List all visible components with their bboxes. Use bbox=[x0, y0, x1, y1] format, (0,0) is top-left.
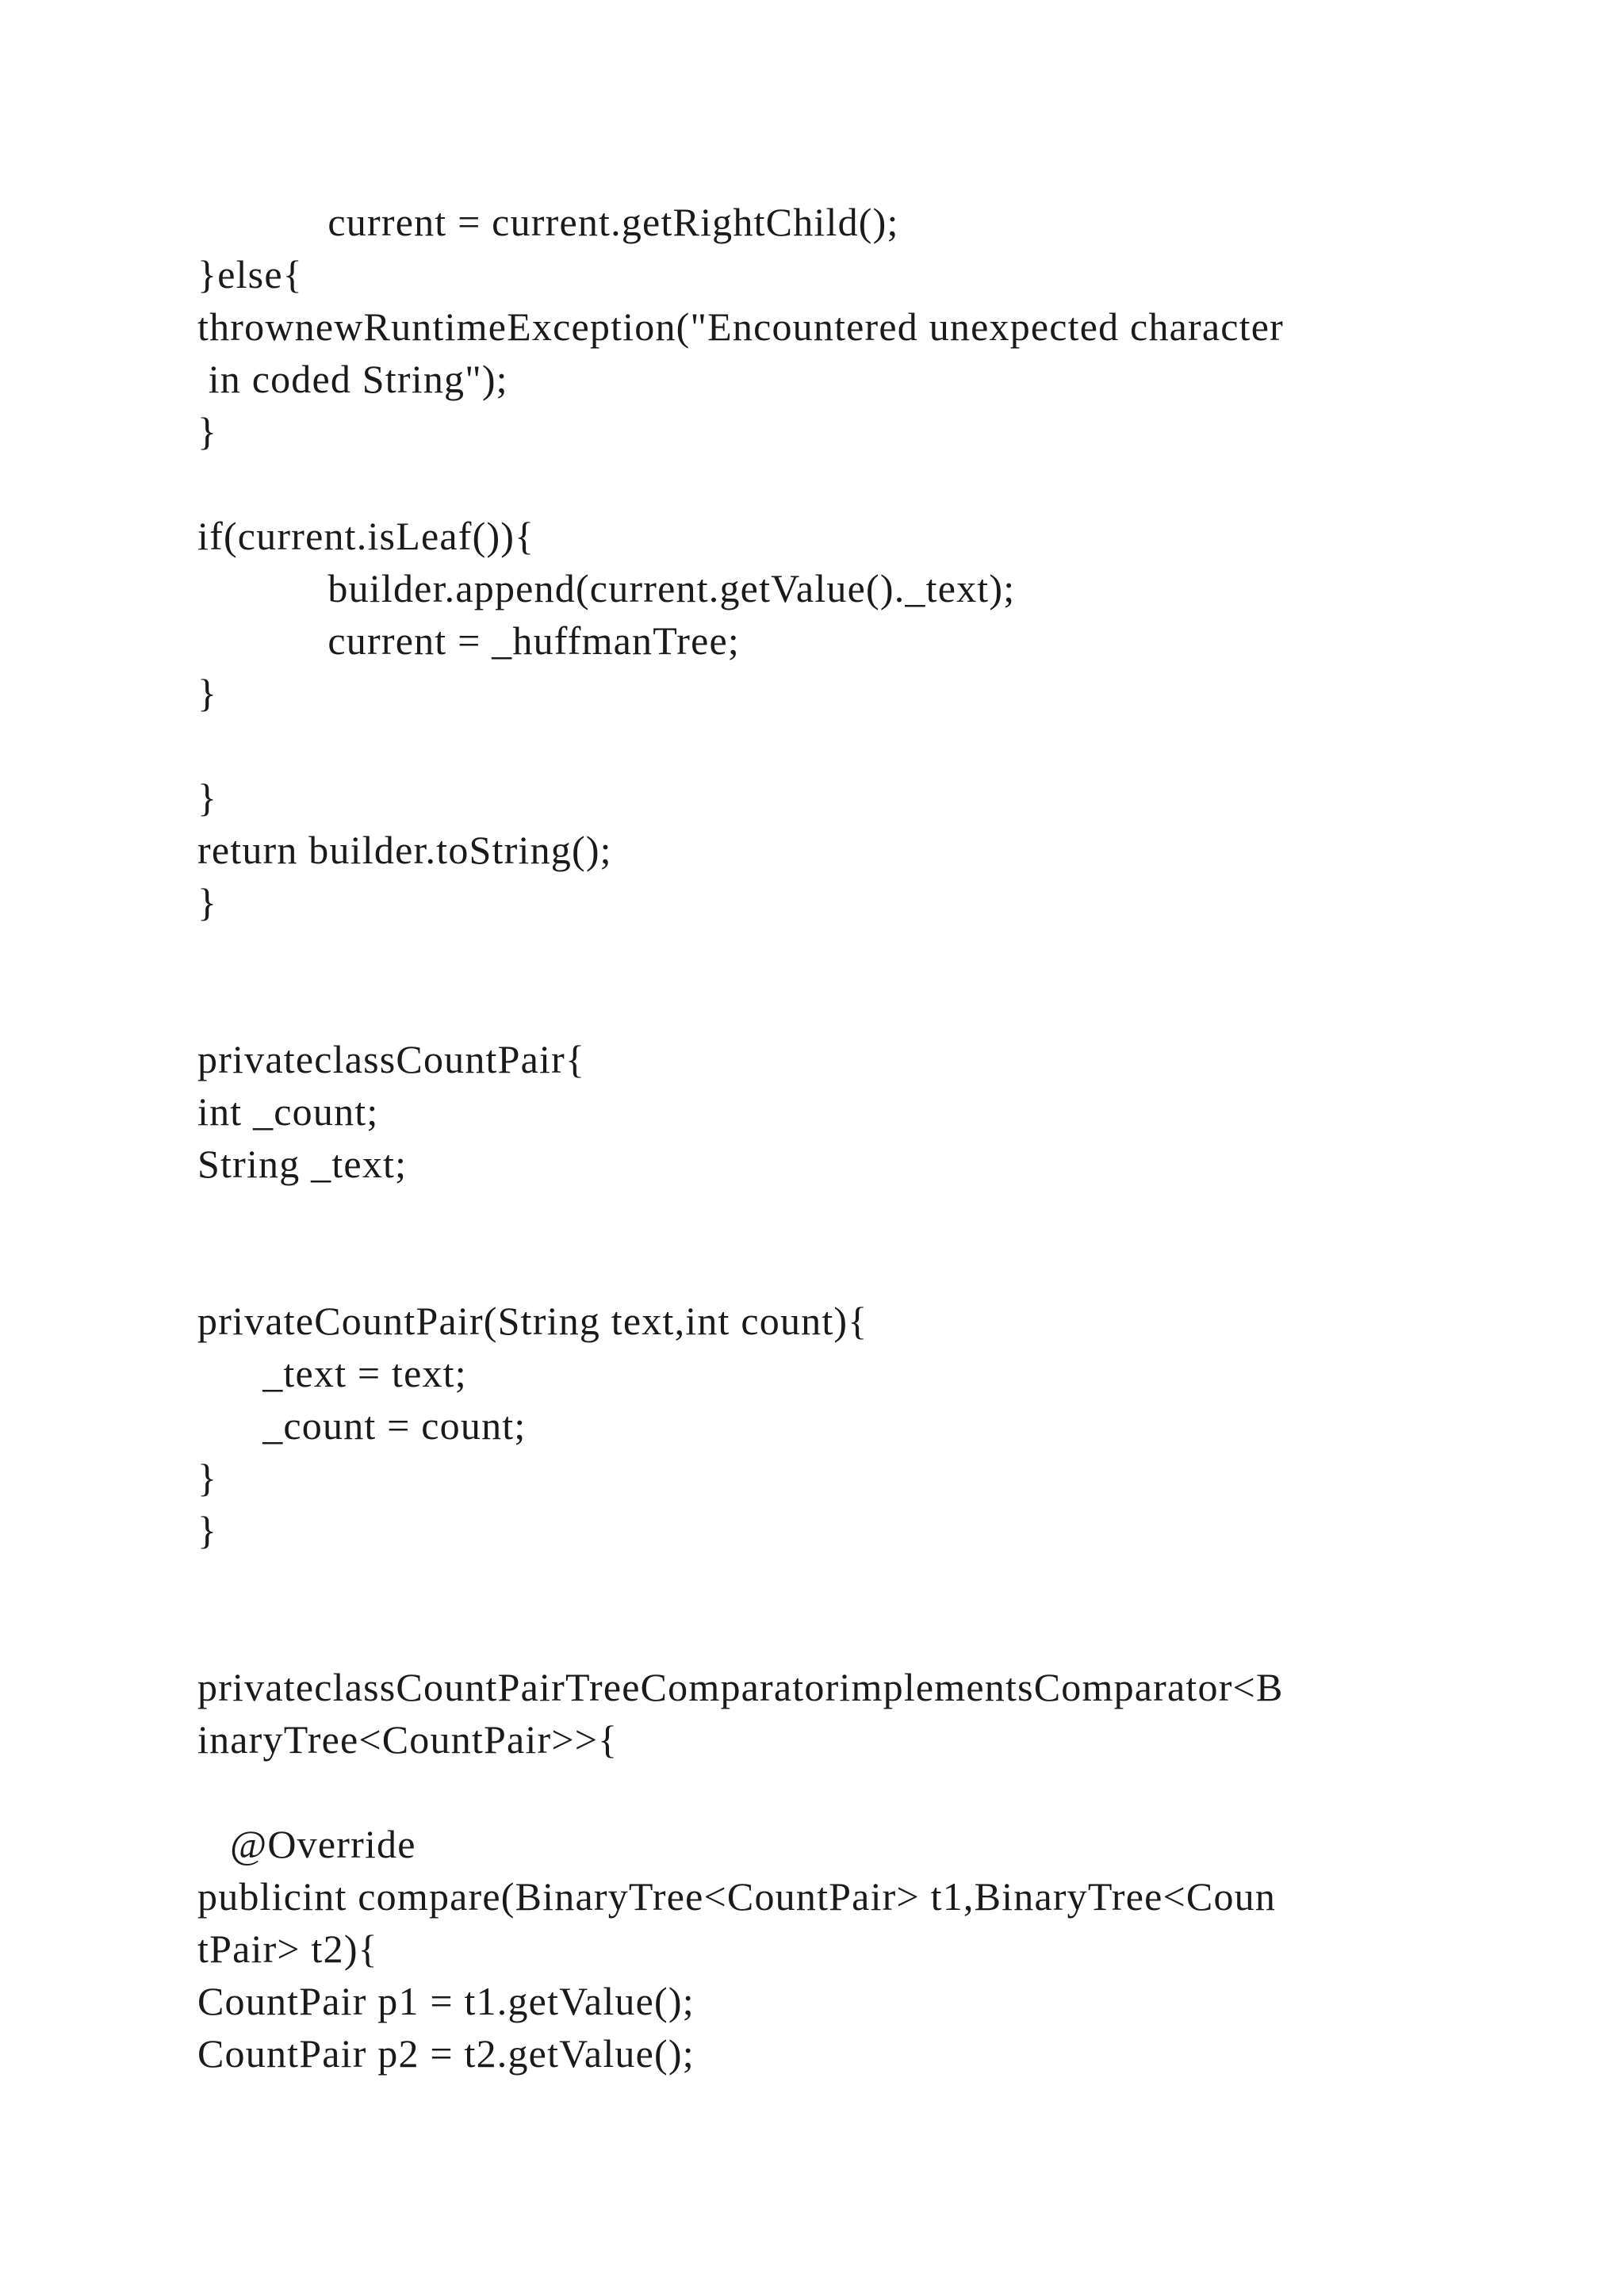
code-line: } bbox=[197, 880, 218, 924]
code-line: current = current.getRightChild(); bbox=[197, 200, 899, 244]
code-line: thrownewRuntimeException("Encountered unexpected character bbox=[197, 304, 1285, 349]
code-line: } bbox=[197, 671, 218, 715]
code-line: inaryTree<CountPair>>{ bbox=[197, 1717, 619, 1762]
code-line: CountPair p1 = t1.getValue(); bbox=[197, 1979, 695, 2023]
code-line: in coded String"); bbox=[197, 357, 508, 401]
code-line: String _text; bbox=[197, 1142, 408, 1186]
code-line: } bbox=[197, 1508, 218, 1552]
code-line: } bbox=[197, 1456, 218, 1500]
code-line: CountPair p2 = t2.getValue(); bbox=[197, 2031, 695, 2076]
code-line: privateclassCountPairTreeComparatorimplementsComparator<B bbox=[197, 1665, 1284, 1709]
code-line: _text = text; bbox=[197, 1351, 467, 1395]
code-line: @Override bbox=[197, 1822, 416, 1866]
code-line: publicint compare(BinaryTree<CountPair> t1,BinaryTree<Coun bbox=[197, 1874, 1277, 1919]
code-line: return builder.toString(); bbox=[197, 828, 612, 872]
code-line: privateclassCountPair{ bbox=[197, 1037, 586, 1081]
code-line: }else{ bbox=[197, 252, 303, 297]
code-line: builder.append(current.getValue()._text); bbox=[197, 566, 1016, 610]
code-line: _count = count; bbox=[197, 1403, 527, 1448]
code-line: int _count; bbox=[197, 1089, 379, 1134]
code-line: } bbox=[197, 775, 218, 820]
code-line: if(current.isLeaf()){ bbox=[197, 514, 535, 558]
code-line: current = _huffmanTree; bbox=[197, 618, 740, 663]
code-line: tPair> t2){ bbox=[197, 1927, 378, 1971]
code-line: } bbox=[197, 409, 218, 453]
code-line: privateCountPair(String text,int count){ bbox=[197, 1299, 868, 1343]
